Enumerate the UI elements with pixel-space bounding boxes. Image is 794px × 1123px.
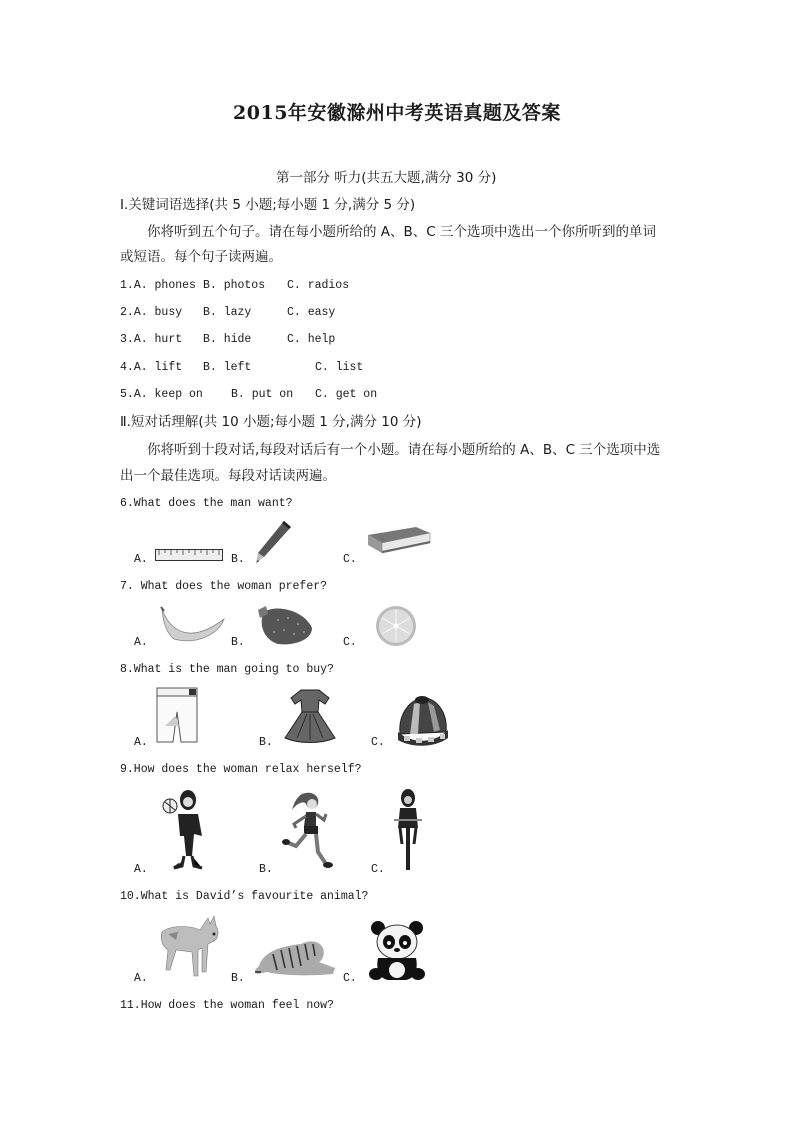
option-a-label: A. (134, 972, 148, 985)
orange-image (372, 604, 420, 648)
running-girl-image (282, 790, 342, 870)
question-1: 1.A. phones B. photos C. radios (120, 279, 350, 292)
section2-heading: Ⅱ.短对话理解(共 10 小题;每小题 1 分,满分 10 分) (120, 414, 422, 430)
banana-image (160, 605, 228, 647)
question-11: 11.How does the woman feel now? (120, 999, 334, 1012)
section2-instruction: 你将听到十段对话,每段对话后有一个小题。请在每小题所给的 A、B、C 三个选项中选 (147, 442, 661, 458)
option-b-label: B. (259, 736, 273, 749)
wolf-image (158, 912, 220, 982)
option-c-label: C. (371, 863, 385, 876)
option-b-label: B. (231, 553, 245, 566)
question-3: 3.A. hurt B. hide C. help (120, 333, 336, 346)
section1-instruction: 你将听到五个句子。请在每小题所给的 A、B、C 三个选项中选出一个你所听到的单词 (147, 224, 657, 240)
section2-instruction-cont: 出一个最佳选项。每段对话读两遍。 (120, 468, 336, 484)
option-c-label: C. (343, 972, 357, 985)
question-4: 4.A. lift B. left C. list (120, 361, 364, 374)
section1-heading: Ⅰ.关键词语选择(共 5 小题;每小题 1 分,满分 5 分) (120, 197, 416, 213)
question-8: 8.What is the man going to buy? (120, 663, 334, 676)
panda-image (368, 918, 426, 982)
part-heading: 第一部分 听力(共五大题,满分 30 分) (276, 170, 497, 186)
question-10: 10.What is David’s favourite animal? (120, 890, 369, 903)
option-b-label: B. (231, 636, 245, 649)
book-image (366, 525, 432, 555)
shorts-image (155, 686, 199, 746)
option-a-label: A. (134, 636, 148, 649)
section1-instruction-cont: 或短语。每个句子读两遍。 (120, 249, 282, 265)
option-c-label: C. (343, 636, 357, 649)
option-b-label: B. (259, 863, 273, 876)
pencil-image (254, 519, 294, 565)
question-5: 5.A. keep on B. put on C. get on (120, 388, 378, 401)
option-a-label: A. (134, 736, 148, 749)
ruler-image (155, 549, 223, 561)
question-2: 2.A. busy B. lazy C. easy (120, 306, 336, 319)
volleyball-girl-image (160, 786, 206, 872)
tiger-image (253, 936, 337, 978)
option-b-label: B. (231, 972, 245, 985)
cycling-girl-image (392, 788, 424, 872)
option-a-label: A. (134, 863, 148, 876)
question-6: 6.What does the man want? (120, 497, 293, 510)
question-9: 9.How does the woman relax herself? (120, 763, 362, 776)
hat-image (394, 694, 450, 746)
option-c-label: C. (371, 736, 385, 749)
question-7: 7. What does the woman prefer? (120, 580, 328, 593)
option-c-label: C. (343, 553, 357, 566)
document-title: 2015年安徽滁州中考英语真题及答案 (233, 102, 561, 124)
option-a-label: A. (134, 553, 148, 566)
dress-image (281, 688, 339, 744)
strawberry-image (254, 604, 314, 646)
